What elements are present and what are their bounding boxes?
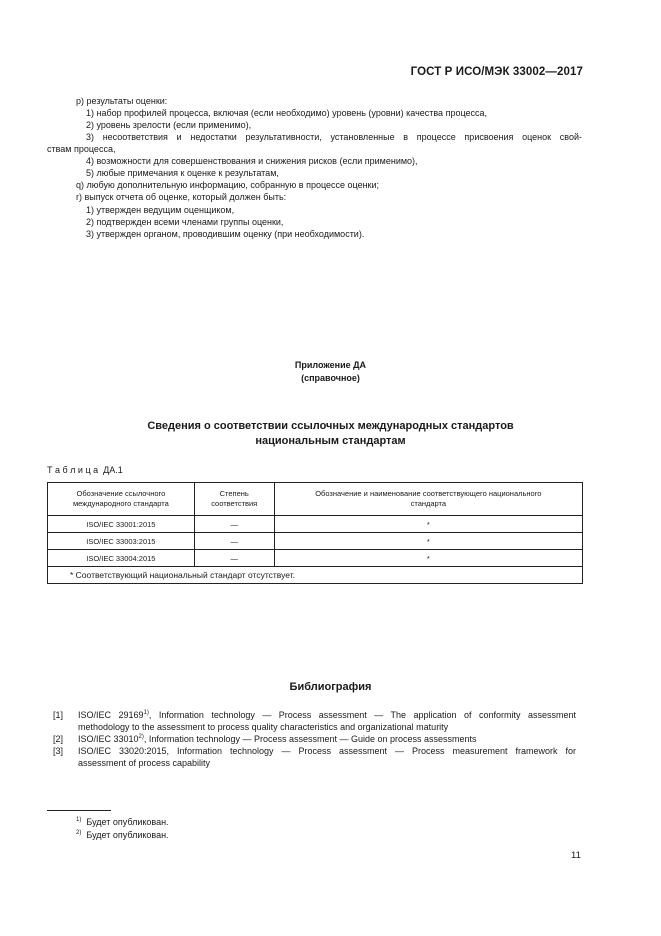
bib-entry: ISO/IEC 29169$^{1)}$, Information technology — Process assessment — The application of conformity assessment methodology to the assessment to process quality characteristics and organizational maturity bbox=[78, 710, 576, 732]
bib-entry: ISO/IEC 33020:2015, Information technology — Process assessment — Process measurement framework for assessment of process capability bbox=[78, 746, 576, 768]
cell-degree: — bbox=[194, 550, 274, 567]
table-row bbox=[48, 516, 583, 533]
cell-ref-standard: ISO/IEC 33004:2015 bbox=[48, 550, 195, 567]
list-item-q: q) любую дополнительную информацию, собранную в процессе оценки; bbox=[76, 180, 380, 190]
list-subitem: 3) несоответствия и недостатки результативности, установленные в процессе присвоения оценок свой- bbox=[86, 132, 582, 142]
table-row bbox=[48, 550, 583, 567]
bib-entry-number: [1] bbox=[53, 710, 64, 720]
cell-degree: — bbox=[194, 533, 274, 550]
list-subitem: 5) любые примечания к оценке к результатам, bbox=[86, 168, 279, 178]
table-header-row bbox=[48, 483, 583, 516]
header-ref-standard: Обозначение ссылочного международного стандарта bbox=[48, 483, 195, 516]
cell-ref-standard: ISO/IEC 33001:2015 bbox=[48, 516, 195, 533]
annex-heading-line2: национальным стандартам bbox=[255, 435, 406, 447]
footnote: $^{1)}$ Будет опубликован. bbox=[76, 817, 169, 827]
correspondence-table bbox=[47, 482, 583, 584]
list-subitem: 1) утвержден ведущим оценщиком, bbox=[86, 205, 235, 215]
list-subitem: 3) утвержден органом, проводившим оценку (при необходимости). bbox=[86, 229, 365, 239]
table-caption: Т а б л и ц а ДА.1 bbox=[47, 465, 123, 475]
cell-national-standard: * bbox=[274, 516, 582, 533]
table-row bbox=[48, 533, 583, 550]
bib-entry: ISO/IEC 33010$^{2)}$, Information technology — Process assessment — Guide on process assessments bbox=[78, 734, 477, 744]
list-subitem: 2) подтвержден всеми членами группы оценки, bbox=[86, 217, 284, 227]
footnote: $^{2)}$ Будет опубликован. bbox=[76, 830, 169, 840]
document-id: ГОСТ Р ИСО/МЭК 33002—2017 bbox=[410, 66, 583, 78]
header-national-standard: Обозначение и наименование соответствующего национального стандарта bbox=[274, 483, 582, 516]
footnote-divider bbox=[47, 810, 111, 811]
list-subitem: 1) набор профилей процесса, включая (если необходимо) уровень (уровни) качества процесса, bbox=[86, 108, 488, 118]
header-degree: Степень соответствия bbox=[194, 483, 274, 516]
cell-national-standard: * bbox=[274, 533, 582, 550]
bib-entry-number: [2] bbox=[53, 734, 64, 744]
list-item-p: р) результаты оценки: bbox=[76, 96, 168, 106]
annex-heading-line1: Сведения о соответствии ссылочных международных стандартов bbox=[147, 420, 514, 432]
cell-national-standard: * bbox=[274, 550, 582, 567]
page-number: 11 bbox=[571, 850, 581, 861]
list-subitem: 4) возможности для совершенствования и снижения рисков (если применимо), bbox=[86, 156, 418, 166]
bibliography-title: Библиография bbox=[289, 681, 372, 693]
list-subitem: 2) уровень зрелости (если применимо), bbox=[86, 120, 252, 130]
table-footnote-row bbox=[48, 567, 583, 584]
list-item-r: r) выпуск отчета об оценке, который должен быть: bbox=[76, 192, 287, 202]
annex-title: Приложение ДА bbox=[294, 360, 367, 370]
bib-entry-number: [3] bbox=[53, 746, 64, 756]
list-subitem-continuation: ствам процесса, bbox=[47, 144, 116, 154]
cell-degree: — bbox=[194, 516, 274, 533]
table-footnote: * Соответствующий национальный стандарт отсутствует. bbox=[48, 567, 583, 584]
annex-subtitle: (справочное) bbox=[301, 373, 360, 383]
cell-ref-standard: ISO/IEC 33003:2015 bbox=[48, 533, 195, 550]
